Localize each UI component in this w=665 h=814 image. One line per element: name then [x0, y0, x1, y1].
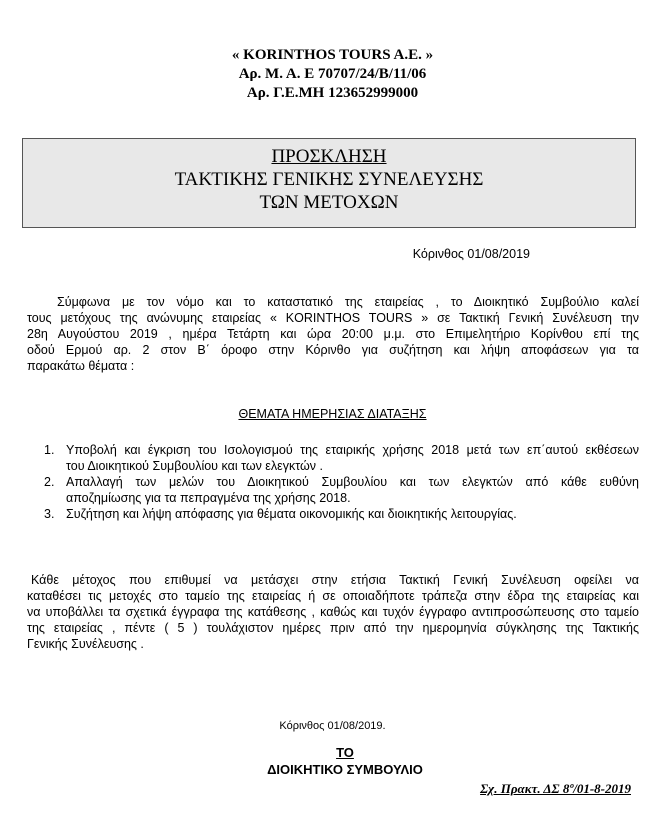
- intro-line: οδού Ερμού αρ. 2 στον Β΄ όροφο στην Κόρινθο για συζήτηση και λήψη αποφάσεων για τα: [27, 343, 639, 357]
- company-name: « KORINTHOS TOURS A.E. »: [231, 47, 434, 63]
- intro-line: τους μετόχους της ανώνυμης εταιρείας « KORINTHOS TOURS » σε Τακτική Γενική Συνέλευση την: [27, 311, 639, 325]
- agenda-list: [44, 442, 639, 522]
- notice-line: να υποβάλλει τα σχετικά έγγραφα της κατάθεσης , καθώς και τυχόν έγγραφο αντιπροσώπευσης στο ταμείο: [27, 605, 639, 619]
- agenda-item: [44, 474, 639, 506]
- agenda-item-text: Απαλλαγή των μελών του Διοικητικού Συμβουλίου και των ελεγκτών από κάθε ευθύνη: [66, 475, 639, 489]
- agenda-item: [44, 442, 639, 474]
- company-mae-number: Αρ. Μ. Α. Ε 70707/24/Β/11/06: [238, 66, 427, 82]
- agenda-item-number: 1.: [44, 443, 55, 457]
- intro-line: 28η Αυγούστου 2019 , ημέρα Τετάρτη και ώρα 20:00 μ.μ. στο Επιμελητήριο Κορίνθου επί της: [27, 327, 639, 341]
- agenda-item-text: Υποβολή και έγκριση του Ισολογισμού της εταιρικής χρήσης 2018 μετά των επ΄αυτού εκθέσεων: [66, 443, 639, 457]
- agenda-item-text: του Διοικητικού Συμβουλίου και των ελεγκτών .: [66, 459, 323, 473]
- agenda-item-number: 3.: [44, 507, 55, 521]
- notice-line: Γενικής Συνέλευσης .: [27, 637, 144, 651]
- place-date: Κόρινθος 01/08/2019: [412, 247, 530, 261]
- intro-line: παρακάτω θέματα :: [27, 359, 135, 373]
- notice-paragraph: [27, 572, 639, 652]
- company-gemi-number: Αρ. Γ.Ε.ΜΗ 123652999000: [246, 85, 419, 101]
- agenda-item: [44, 506, 639, 522]
- closing-place-date: Κόρινθος 01/08/2019.: [279, 720, 386, 732]
- title-invitation: ΠΡΟΣΚΛΗΣΗ: [271, 146, 387, 167]
- agenda-heading: ΘΕΜΑΤΑ ΗΜΕΡΗΣΙΑΣ ΔΙΑΤΑΞΗΣ: [238, 407, 427, 421]
- closing-to: ΤΟ: [336, 745, 354, 760]
- agenda-item-text: Συζήτηση και λήψη απόφασης για θέματα οικονομικής και διοικητικής λειτουργίας.: [66, 507, 517, 521]
- agenda-item-number: 2.: [44, 475, 55, 489]
- intro-paragraph: [27, 294, 639, 374]
- title-meeting: ΤΑΚΤΙΚΗΣ ΓΕΝΙΚΗΣ ΣΥΝΕΛΕΥΣΗΣ: [174, 169, 484, 190]
- notice-line: καταθέσει τις μετοχές στο ταμείο της εταιρείας ή σε οποιαδήποτε τράπεζα στην έδρα της εταιρείας και: [27, 589, 639, 603]
- notice-line: της εταιρείας , πέντε ( 5 ) τουλάχιστον ημέρες πριν από την ημερομηνία σύγκλησης της Τακτικής: [27, 621, 639, 635]
- title-box: [22, 138, 636, 228]
- closing-board: ΔΙΟΙΚΗΤΙΚΟ ΣΥΜΒΟΥΛΙΟ: [267, 762, 423, 777]
- agenda-item-text: αποζημίωσης για τα πεπραγμένα της χρήσης 2018.: [66, 491, 351, 505]
- notice-line: Κάθε μέτοχος που επιθυμεί να μετάσχει στην ετήσια Τακτική Γενική Συνέλευση οφείλει να: [31, 573, 639, 587]
- title-shareholders: ΤΩΝ ΜΕΤΟΧΩΝ: [259, 192, 399, 213]
- reference-number: Σχ. Πρακτ. ΔΣ 8º/01-8-2019: [480, 781, 631, 796]
- intro-line: Σύμφωνα με τον νόμο και το καταστατικό της εταιρείας , το Διοικητικό Συμβούλιο καλεί: [57, 295, 639, 309]
